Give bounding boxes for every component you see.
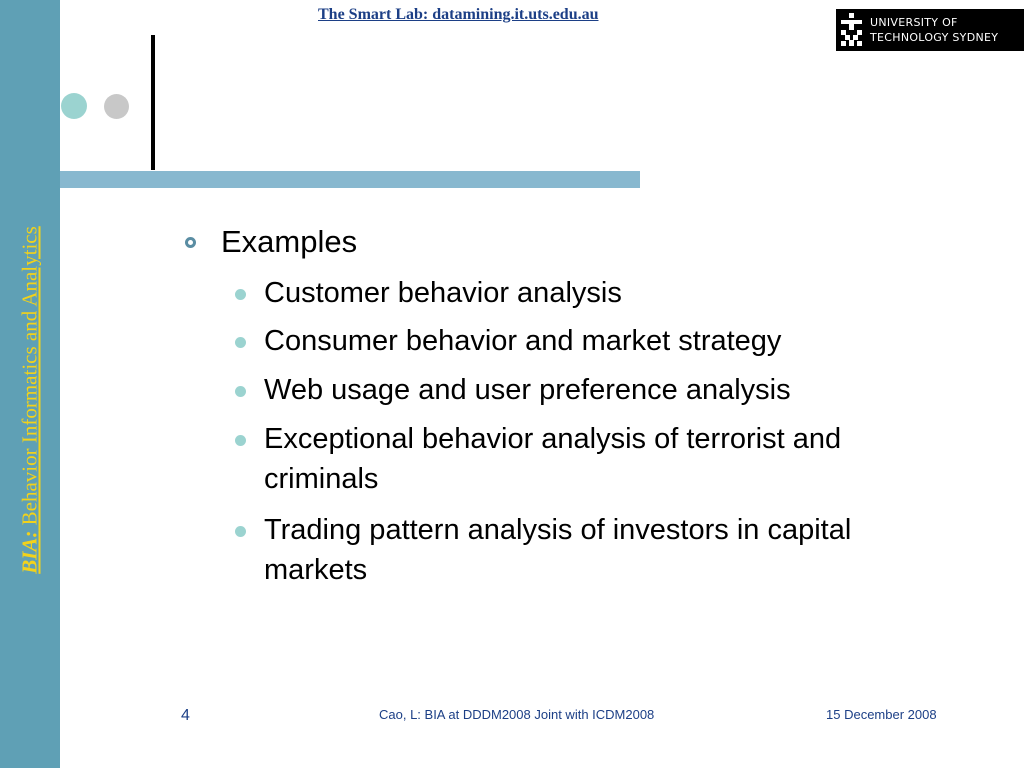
sidebar	[0, 0, 60, 768]
page-number: 4	[181, 707, 190, 724]
logo-line-2: TECHNOLOGY SYDNEY	[870, 31, 999, 44]
decor-dot-teal	[61, 93, 87, 119]
logo-line-1: UNIVERSITY OF	[870, 16, 958, 29]
bullet-dot-icon	[235, 526, 246, 537]
footer-citation: Cao, L: BIA at DDDM2008 Joint with ICDM2008	[379, 707, 655, 722]
logo-text	[870, 15, 998, 45]
bullet-dot-icon	[235, 337, 246, 348]
sidebar-prefix: BIA:	[17, 530, 42, 574]
decor-title-bar	[60, 171, 640, 188]
list-item: Customer behavior analysis	[264, 277, 622, 309]
list-item: Trading pattern analysis of investors in capital markets	[264, 514, 852, 586]
uts-emblem-icon	[838, 12, 865, 48]
decor-vertical-line	[151, 35, 155, 170]
bullet-dot-icon	[235, 386, 246, 397]
uts-logo	[836, 9, 1024, 51]
header-link[interactable]: The Smart Lab: datamining.it.uts.edu.au	[318, 6, 599, 23]
footer-date: 15 December 2008	[826, 707, 937, 722]
bullet-dot-icon	[235, 289, 246, 300]
level1-bullet-icon	[185, 237, 196, 248]
list-item: Exceptional behavior analysis of terrorist and criminals	[264, 423, 842, 495]
slide-heading: Examples	[221, 224, 358, 259]
sidebar-title: Behavior Informatics and Analytics	[17, 226, 42, 531]
bullet-dot-icon	[235, 435, 246, 446]
list-item: Web usage and user preference analysis	[264, 374, 791, 406]
sidebar-title-link[interactable]	[18, 226, 43, 574]
list-item: Consumer behavior and market strategy	[264, 325, 782, 357]
decor-dot-grey	[104, 94, 129, 119]
